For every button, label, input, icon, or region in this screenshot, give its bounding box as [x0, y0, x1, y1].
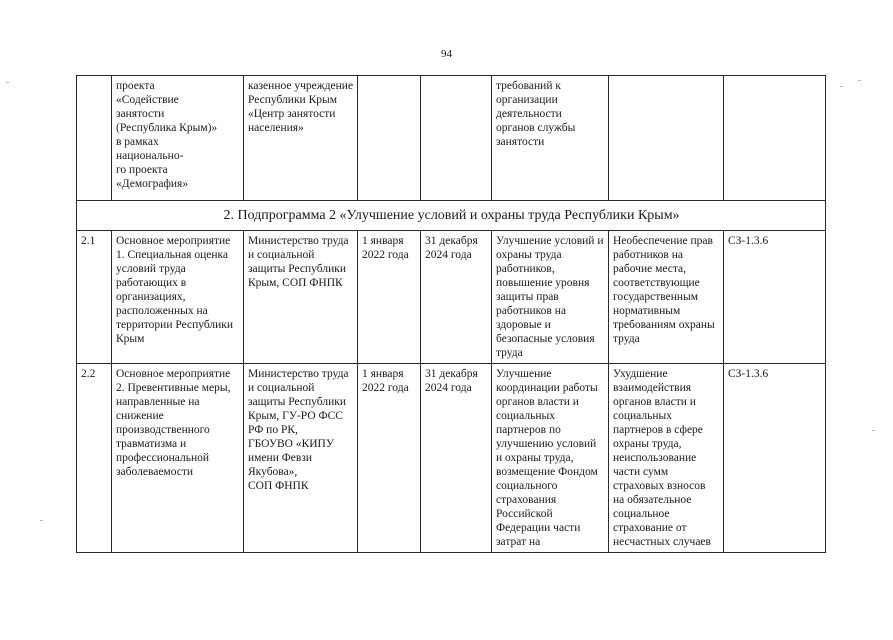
cell-start: 1 января 2022 года: [358, 231, 421, 364]
cell-start: [358, 76, 421, 201]
cell-end: 31 декабря 2024 года: [421, 231, 492, 364]
cell-measure: проекта «Содействие занятости (Республика Крым)» в рамках национально- го проекта «Демография»: [112, 76, 244, 201]
cell-num: 2.2: [77, 364, 112, 553]
cell-code: [724, 76, 826, 201]
cell-consequence: Ухудшение взаимодействия органов власти и социальных партнеров в сфере охраны труда, неиспользование части сумм страховых взносов на обязательное социальное страхование от несчастных случаев: [609, 364, 724, 553]
scan-speck: [872, 430, 875, 431]
cell-executor: Министерство труда и социальной защиты Республики Крым, ГУ-РО ФСС РФ по РК, ГБОУВО «КИПУ имени Февзи Якубова», СОП ФНПК: [244, 364, 358, 553]
scan-speck: [858, 80, 861, 81]
cell-result: требований к организации деятельности органов службы занятости: [492, 76, 609, 201]
cell-end: 31 декабря 2024 года: [421, 364, 492, 553]
cell-executor: Министерство труда и социальной защиты Республики Крым, СОП ФНПК: [244, 231, 358, 364]
cell-num: 2.1: [77, 231, 112, 364]
cell-result: Улучшение координации работы органов власти и социальных партнеров по улучшению условий и охраны труда, возмещение Фондом социального страхования Российской Федерации части затрат на: [492, 364, 609, 553]
cell-result: Улучшение условий и охраны труда работников, повышение уровня защиты прав работников на здоровые и безопасные условия труда: [492, 231, 609, 364]
cell-end: [421, 76, 492, 201]
table-row: [77, 231, 826, 364]
subprogram-row: [77, 201, 826, 231]
table-row: [77, 76, 826, 201]
cell-num: [77, 76, 112, 201]
page-number: 94: [441, 48, 452, 60]
scan-speck: [840, 86, 843, 87]
cell-code: СЗ-1.3.6: [724, 231, 826, 364]
cell-code: СЗ-1.3.6: [724, 364, 826, 553]
cell-measure: Основное мероприятие 2. Превентивные меры, направленные на снижение производственного травматизма и профессиональной заболеваемости: [112, 364, 244, 553]
measures-table: [76, 75, 826, 553]
subprogram-heading: 2. Подпрограмма 2 «Улучшение условий и охраны труда Республики Крым»: [77, 201, 826, 231]
scan-speck: [6, 82, 9, 83]
cell-executor: казенное учреждение Республики Крым «Центр занятости населения»: [244, 76, 358, 201]
cell-consequence: Необеспечение прав работников на рабочие места, соответствующие государственным нормативным требованиям охраны труда: [609, 231, 724, 364]
cell-measure: Основное мероприятие 1. Специальная оценка условий труда работающих в организациях, расположенных на территории Республики Крым: [112, 231, 244, 364]
table-row: [77, 364, 826, 553]
cell-consequence: [609, 76, 724, 201]
scan-speck: [40, 520, 43, 521]
cell-start: 1 января 2022 года: [358, 364, 421, 553]
